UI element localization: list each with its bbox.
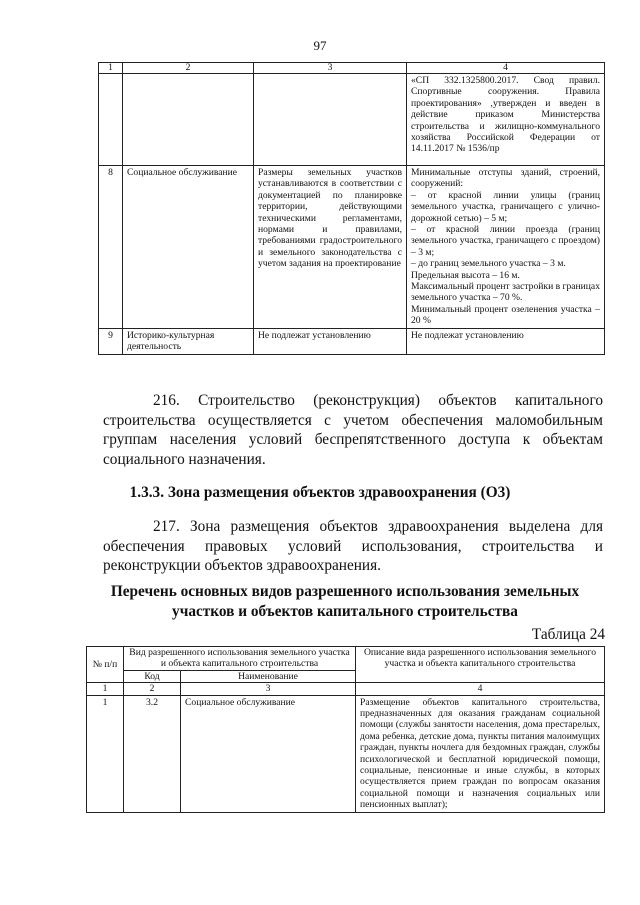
column-number: 1 bbox=[99, 63, 123, 74]
row-number: 9 bbox=[99, 328, 123, 354]
plot-parameters bbox=[254, 74, 407, 166]
use-name: Социальное обслуживание bbox=[181, 695, 356, 812]
construction-limits bbox=[407, 166, 605, 329]
table-label: Таблица 24 bbox=[531, 626, 605, 643]
limits-line: Максимальный процент застройки в границах земельного участка – 70 %. bbox=[411, 281, 600, 304]
row-number: 8 bbox=[99, 166, 123, 329]
page-number: 97 bbox=[313, 38, 327, 53]
column-number: 1 bbox=[87, 683, 124, 695]
header-name: Наименование bbox=[181, 670, 356, 682]
header-number: № п/п bbox=[87, 647, 124, 683]
permitted-use-table bbox=[86, 646, 605, 813]
table-header-row bbox=[87, 647, 605, 671]
column-number: 4 bbox=[356, 683, 605, 695]
table-row bbox=[87, 695, 605, 812]
construction-limits: «СП 332.1325800.2017. Свод правил. Спортивные сооружения. Правила проектирования» ,утвержден и введен в действие приказом Министерства строительства и жилищно-коммунального хозяйства Российской Федерации от 14.11.2017 № 1536/пр bbox=[407, 74, 605, 166]
limits-line: – от красной линии проезда (границ земельного участка, граничащего с проездом) – 3 м; bbox=[411, 224, 600, 258]
limits-line: Минимальные отступы зданий, строений, сооружений: bbox=[411, 167, 600, 190]
header-code: Код bbox=[124, 670, 181, 682]
list-title: Перечень основных видов разрешенного использования земельных участков и объектов капитального строительства bbox=[110, 583, 580, 620]
plot-parameters: Не подлежат установлению bbox=[254, 328, 407, 354]
table-row bbox=[99, 166, 605, 329]
table-header-row bbox=[87, 683, 605, 695]
use-description: Размещение объектов капитального строительства, предназначенных для оказания гражданам социальной помощи (службы занятости населения, дома престарелых, дома ребенка, детские дома, пункты питания малоимущих граждан, пункты ночлега для бездомных граждан, службы психологической и бесплатной юридической помощи, социальные, пенсионные и иные службы, в которых осуществляется прием граждан по вопросам оказания социальной помощи и назначения социальных или пенсионных выплат); bbox=[356, 695, 605, 812]
zoning-parameters-table bbox=[98, 62, 605, 355]
paragraph-216: 216. Строительство (реконструкция) объектов капитального строительства осуществляется с учетом обеспечения маломобильным группам населения условий беспрепятственного доступа к объектам социального назначения. bbox=[103, 392, 603, 468]
column-number: 2 bbox=[123, 63, 254, 74]
row-number bbox=[99, 74, 123, 166]
header-kind: Вид разрешенного использования земельного участка и объекта капитального строительства bbox=[124, 647, 356, 671]
row-number: 1 bbox=[87, 695, 124, 812]
header-description: Описание вида разрешенного использования земельного участка и объекта капитального строительства bbox=[356, 647, 605, 683]
section-heading: 1.3.3. Зона размещения объектов здравоохранения (О3) bbox=[129, 484, 511, 501]
construction-limits: Не подлежат установлению bbox=[407, 328, 605, 354]
plot-parameters: Размеры земельных участков устанавливаются в соответствии с документацией по планировке территории, действующими техническими регламентами, нормами и правилами, требованиями градостроительного и земельного законодательства с учетом задания на проектирование bbox=[254, 166, 407, 329]
use-name: Историко-культурная деятельность bbox=[123, 328, 254, 354]
column-number: 3 bbox=[181, 683, 356, 695]
use-name bbox=[123, 74, 254, 166]
table-row bbox=[99, 328, 605, 354]
limits-line: – от красной линии улицы (границ земельного участка, граничащего с улично-дорожной сетью) – 5 м; bbox=[411, 189, 600, 224]
paragraph-217: 217. Зона размещения объектов здравоохранения выделена для обеспечения правовых условий использования, строительства и реконструкции объектов здравоохранения. bbox=[103, 518, 603, 575]
column-number: 3 bbox=[254, 63, 407, 74]
limits-line: Предельная высота – 16 м. bbox=[411, 269, 520, 281]
use-code: 3.2 bbox=[124, 695, 181, 812]
table-header-row bbox=[99, 63, 605, 74]
limits-line: – до границ земельного участка – 3 м. bbox=[411, 258, 566, 270]
column-number: 4 bbox=[407, 63, 605, 74]
table-row bbox=[99, 74, 605, 166]
column-number: 2 bbox=[124, 683, 181, 695]
limits-line: Минимальный процент озеленения участка – 20 % bbox=[411, 303, 600, 327]
use-name: Социальное обслуживание bbox=[123, 166, 254, 329]
